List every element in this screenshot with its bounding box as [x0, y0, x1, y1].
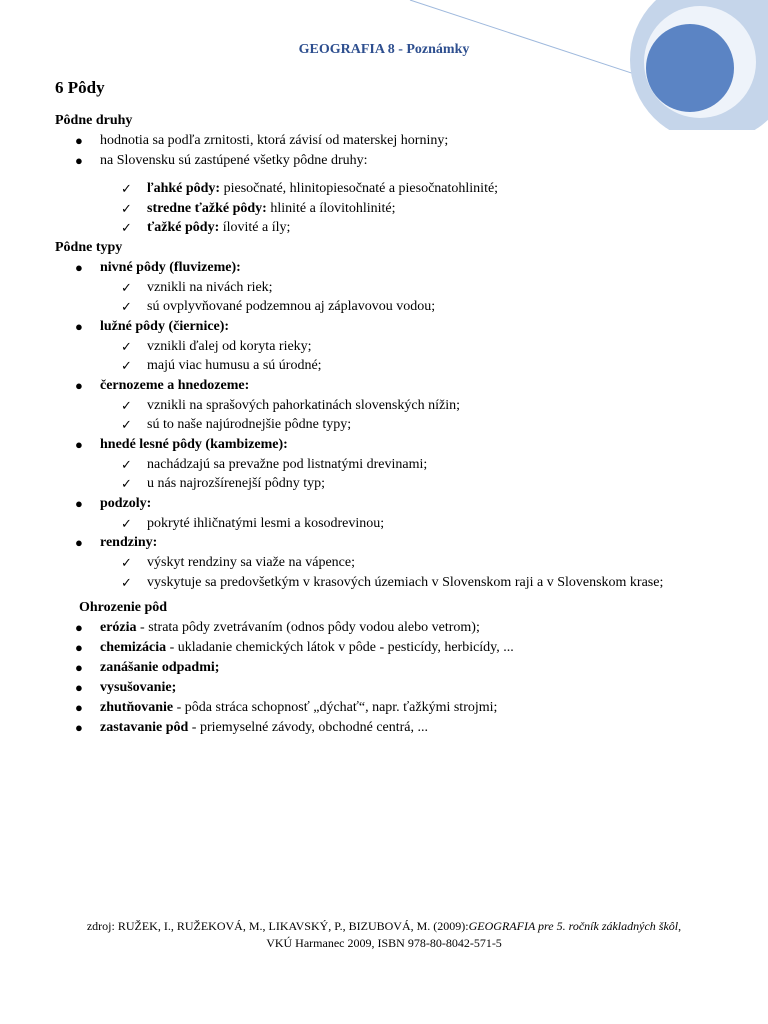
checkmark-icon: ✓ [121, 358, 132, 373]
bullet-dot-icon: ● [75, 495, 83, 511]
list-item: ✓ ťažké pôdy: ílovité a íly; [55, 218, 715, 238]
soil-type-group: ● černozeme a hnedozeme: ✓ vznikli na sprašových pahorkatinách slovenských nížin; ✓ sú to naše najúrodnejšie pôdne typy; [55, 376, 715, 435]
checkmark-icon: ✓ [121, 555, 132, 570]
list-item: ✓ výskyt rendziny sa viaže na vápence; [55, 553, 715, 573]
soil-type-group: ● rendziny: ✓ výskyt rendziny sa viaže na vápence; ✓ vyskytuje sa predovšetkým v krasových územiach v Slovenskom raji a v Slovenskom krase; [55, 533, 715, 592]
checkmark-icon: ✓ [121, 338, 132, 354]
checkmark-icon: ✓ [121, 397, 132, 413]
source-citation: zdroj: RUŽEK, I., RUŽEKOVÁ, M., LIKAVSKÝ, P., BIZUBOVÁ, M. (2009):GEOGRAFIA pre 5. ročník základných škôl, VKÚ Harmanec 2009, ISBN 978-80-8042-571-5 [86, 919, 682, 950]
list-item: ● hodnotia sa podľa zrnitosti, ktorá závisí od materskej horniny; [55, 131, 715, 151]
checkmark-icon: ✓ [121, 456, 132, 472]
bullet-dot-icon: ● [75, 377, 83, 393]
list-item: ● zastavanie pôd - priemyselné závody, obchodné centrá, ... [55, 718, 715, 738]
document-body [55, 78, 715, 738]
section-title-podne-druhy: Pôdne druhy [55, 113, 133, 128]
list-item: ● chemizácia - ukladanie chemických látok v pôde - pesticídy, herbicídy, ... [55, 638, 715, 658]
bullet-dot-icon: ● [75, 720, 83, 735]
list-item: ● na Slovensku sú zastúpené všetky pôdne druhy: [55, 151, 715, 171]
list-item: ● erózia - strata pôdy zvetrávaním (odnos pôdy vodou alebo vetrom); [55, 618, 715, 638]
bullet-dot-icon: ● [75, 133, 83, 148]
checkmark-icon: ✓ [121, 417, 132, 432]
checkmark-icon: ✓ [121, 200, 132, 216]
list-item: ✓ vznikli ďalej od koryta rieky; [55, 337, 715, 357]
list-item: ✓ pokryté ihličnatými lesmi a kosodrevinou; [55, 514, 715, 534]
page-title: 6 Pôdy [55, 78, 105, 97]
bullet-dot-icon: ● [75, 153, 83, 168]
bullet-dot-icon: ● [75, 660, 83, 675]
soil-type-group: ● podzoly: ✓ pokryté ihličnatými lesmi a kosodrevinou; [55, 494, 715, 534]
bullet-dot-icon: ● [75, 535, 83, 550]
bullet-dot-icon: ● [75, 640, 83, 655]
list-item: ✓ sú ovplyvňované podzemnou aj záplavovou vodou; [55, 297, 715, 317]
list-item: ● zanášanie odpadmi; [55, 658, 715, 678]
soil-kinds-list [55, 179, 715, 238]
section1-bullets [55, 131, 715, 171]
soil-type-group: ● hnedé lesné pôdy (kambizeme): ✓ nachádzajú sa prevažne pod listnatými drevinami; ✓ u nás najrozšírenejší pôdny typ; [55, 435, 715, 494]
checkmark-icon: ✓ [121, 515, 132, 531]
section-title-ohrozenie: Ohrozenie pôd [79, 600, 168, 615]
list-item: ● vysušovanie; [55, 678, 715, 698]
list-item: ✓ stredne ťažké pôdy: hlinité a ílovitohlinité; [55, 199, 715, 219]
checkmark-icon: ✓ [121, 476, 132, 491]
checkmark-icon: ✓ [121, 299, 132, 314]
list-item: ● zhutňovanie - pôda stráca schopnosť „dýchať“, napr. ťažkými strojmi; [55, 698, 715, 718]
bullet-dot-icon: ● [75, 680, 83, 695]
list-item: ✓ nachádzajú sa prevažne pod listnatými drevinami; [55, 455, 715, 475]
page-header-title: GEOGRAFIA 8 - Poznámky [298, 42, 470, 57]
bullet-dot-icon: ● [75, 436, 83, 452]
bullet-dot-icon: ● [75, 318, 83, 334]
list-item: ✓ ľahké pôdy: piesočnaté, hlinitopiesočnaté a piesočnatohlinité; [55, 179, 715, 199]
list-item: ✓ vyskytuje sa predovšetkým v krasových územiach v Slovenskom raji a v Slovenskom krase; [55, 573, 715, 593]
section-title-podne-typy: Pôdne typy [55, 239, 123, 255]
bullet-dot-icon: ● [75, 259, 83, 275]
checkmark-icon: ✓ [121, 279, 132, 295]
soil-type-group: ● lužné pôdy (čiernice): ✓ vznikli ďalej od koryta rieky; ✓ majú viac humusu a sú úrodné; [55, 317, 715, 376]
checkmark-icon: ✓ [121, 574, 132, 590]
checkmark-icon: ✓ [121, 181, 132, 196]
list-item: ✓ vznikli na nivách riek; [55, 278, 715, 298]
list-item: ✓ sú to naše najúrodnejšie pôdne typy; [55, 415, 715, 435]
list-item: ✓ u nás najrozšírenejší pôdny typ; [55, 474, 715, 494]
soil-threats-list [55, 618, 715, 738]
list-item: ✓ majú viac humusu a sú úrodné; [55, 356, 715, 376]
checkmark-icon: ✓ [121, 220, 132, 235]
bullet-dot-icon: ● [75, 700, 83, 715]
soil-types-list [55, 258, 715, 593]
soil-type-group: ● nivné pôdy (fluvizeme): ✓ vznikli na nivách riek; ✓ sú ovplyvňované podzemnou aj záplavovou vodou; [55, 258, 715, 317]
list-item: ✓ vznikli na sprašových pahorkatinách slovenských nížin; [55, 396, 715, 416]
bullet-dot-icon: ● [75, 620, 83, 635]
